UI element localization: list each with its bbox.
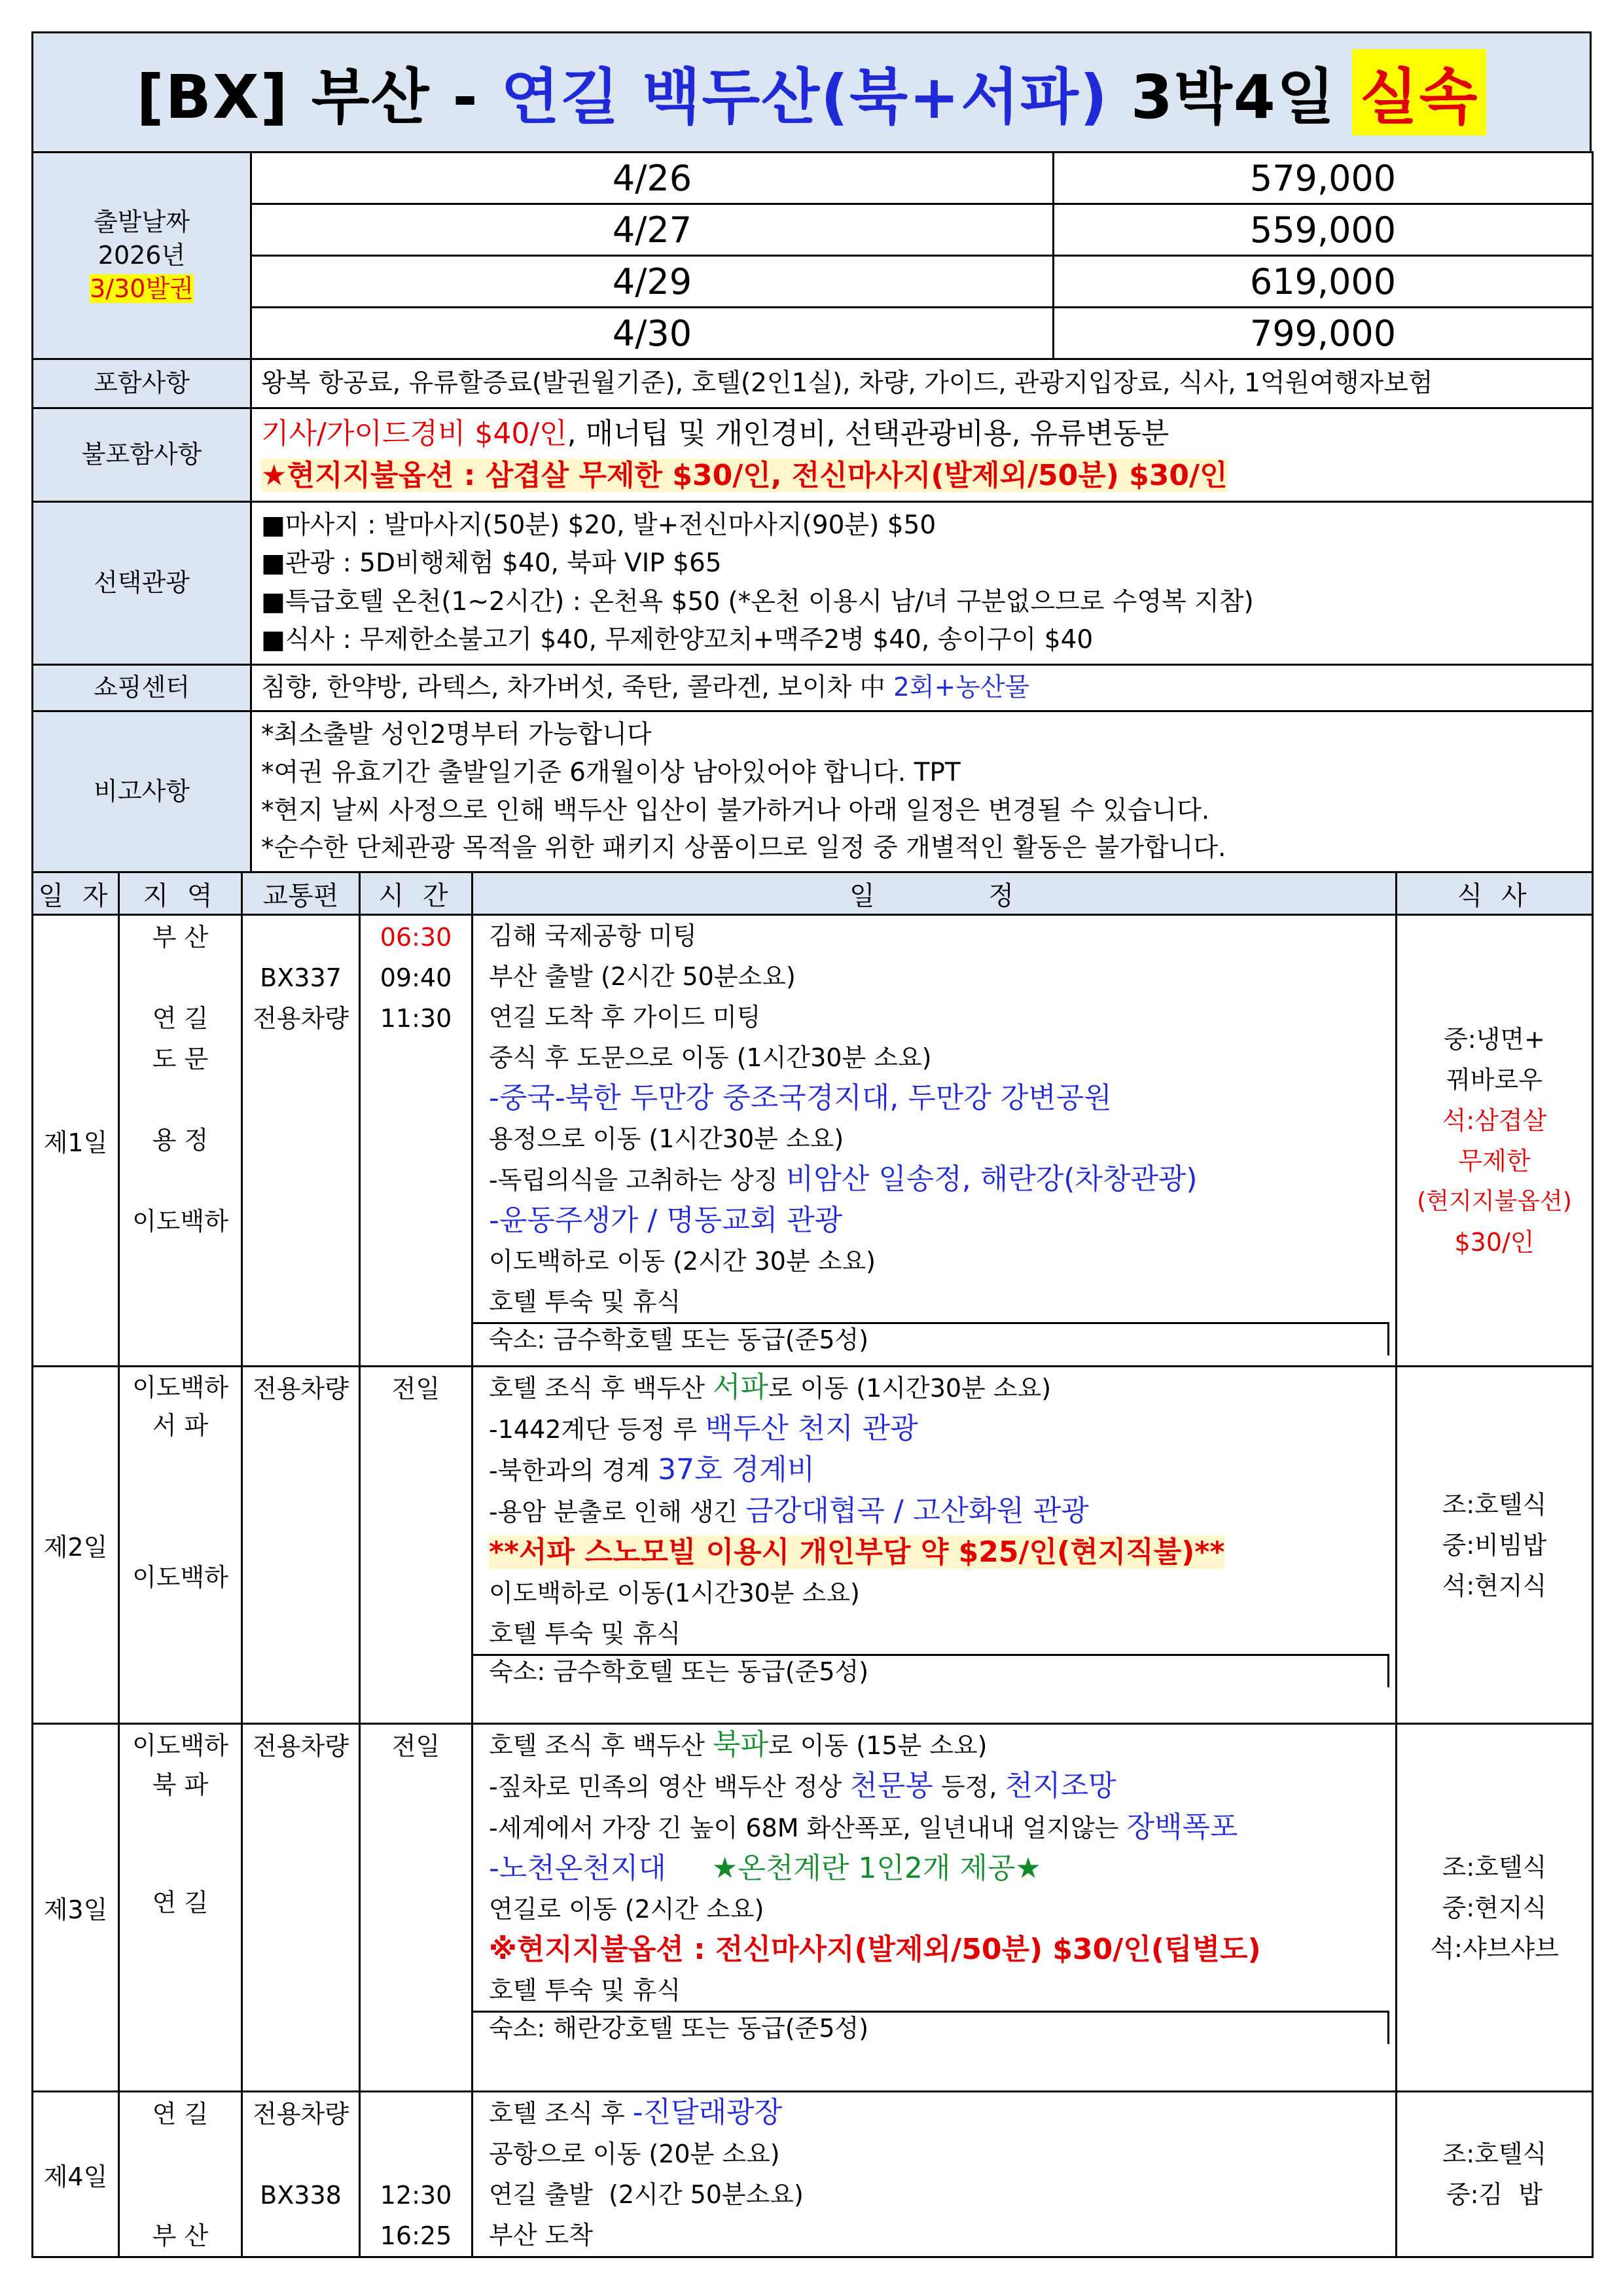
region: 부 산 (152, 923, 209, 952)
day-times (360, 1367, 473, 1724)
meal: $30/인 (1454, 1227, 1535, 1257)
day-row (33, 915, 1593, 1367)
remark-item: *순수한 단체관광 목적을 위한 패키지 상품이므로 일정 중 개별적인 활동은 불가합니다. (261, 833, 1226, 863)
schedule-line: 부산 도착 (489, 2221, 593, 2250)
day-regions (119, 1367, 242, 1724)
flight-number: BX338 (260, 2181, 342, 2210)
day-label: 제4일 (33, 2092, 119, 2257)
remark-item: *여권 유효기간 출발일기준 6개월이상 남아있어야 합니다. TPT (261, 757, 961, 787)
schedule-line: 공항으로 이동 (20분 소요) (489, 2140, 780, 2169)
sight-highlight: 장백폭포 (1126, 1810, 1238, 1844)
region (120, 1079, 241, 1120)
departure-label-line1: 출발날짜 (94, 207, 190, 236)
optional-row (33, 501, 1593, 664)
region: 부 산 (152, 2221, 209, 2251)
meal: (현지지불옵션) (1417, 1187, 1572, 1215)
info-table (31, 151, 1594, 873)
meal: 석:삼겹살 (1442, 1105, 1547, 1135)
time: 전일 (391, 1732, 440, 1761)
hotel-info: 숙소: 금수학호텔 또는 동급(준5성) (473, 1322, 1389, 1355)
departure-row-2 (33, 204, 1593, 256)
meal: 석:현지식 (1442, 1571, 1547, 1600)
excluded-text (251, 408, 1593, 502)
schedule-line: 연길로 이동 (2시간 소요) (489, 1895, 764, 1924)
sight-highlight: 서파 (712, 1371, 768, 1405)
departure-price: 579,000 (1054, 152, 1593, 204)
sight-highlight: 백두산 천지 관광 (705, 1412, 918, 1446)
day-regions (119, 915, 242, 1367)
header-region: 지 역 (119, 872, 242, 915)
departure-date: 4/27 (251, 204, 1054, 256)
included-text (251, 359, 1593, 408)
shopping-row (33, 664, 1593, 711)
issue-date-badge: 3/30발권 (90, 274, 194, 304)
schedule-line: 호텔 투숙 및 휴식 (489, 1976, 681, 2005)
excluded-rest: , 매너팁 및 개인경비, 선택관광비용, 유류변동분 (567, 417, 1169, 450)
day-regions (119, 2092, 242, 2257)
optional-item: ■관광 : 5D비행체험 $40, 북파 VIP $65 (261, 548, 722, 579)
day-label: 제2일 (33, 1367, 119, 1724)
schedule-text: 호텔 조식 후 백두산 (489, 1731, 713, 1761)
remark-item: *현지 날씨 사정으로 인해 백두산 입산이 불가하거나 아래 일정은 변경될 수 있습니다. (261, 795, 1210, 825)
day-transport (242, 1724, 360, 2092)
day-row (33, 1724, 1593, 2092)
time: 12:30 (380, 2181, 452, 2210)
schedule-text: 로 이동 (1시간30분 소요) (768, 1374, 1052, 1403)
schedule-text: -독립의식을 고취하는 상징 (489, 1166, 786, 1195)
schedule-line: 연길 출발 (2시간 50분소요) (489, 2180, 804, 2210)
schedule-line: 연길 도착 후 가이드 미팅 (489, 1003, 761, 1032)
excluded-label: 불포함사항 (33, 408, 251, 502)
itinerary-table (31, 871, 1594, 2258)
remarks-row (33, 711, 1593, 872)
title-suffix: 3박4일 (1108, 62, 1336, 132)
remark-item: *최소출발 성인2명부터 가능합니다 (261, 720, 652, 750)
departure-date: 4/29 (251, 256, 1054, 308)
region (120, 1160, 241, 1201)
day-label: 제1일 (33, 915, 119, 1367)
meal: 조:호텔식 (1442, 1490, 1547, 1519)
shopping-label: 쇼핑센터 (33, 664, 251, 711)
schedule-text: 호텔 조식 후 백두산 (489, 1374, 713, 1403)
shopping-items: 침향, 한약방, 라텍스, 차가버섯, 죽탄, 콜라겐, 보이차 中 (261, 672, 894, 702)
schedule-text: -세계에서 가장 긴 높이 68M 화산폭포, 일년내내 얼지않는 (489, 1814, 1127, 1843)
departure-date: 4/26 (251, 152, 1054, 204)
transport (243, 917, 359, 958)
optional-label: 선택관광 (33, 501, 251, 664)
header-meal: 식 사 (1397, 872, 1593, 915)
departure-row-1 (33, 152, 1593, 204)
departure-price: 619,000 (1054, 256, 1593, 308)
header-transport: 교통편 (242, 872, 360, 915)
tour-sheet (31, 31, 1592, 2258)
included-label: 포함사항 (33, 359, 251, 408)
time: 16:25 (380, 2221, 452, 2251)
meal: 중:김 밥 (1446, 2180, 1543, 2210)
local-payment-option: ★현지지불옵션 : 삼겹살 무제한 $30/인, 전신마사지(발제외/50분) $30/인 (261, 458, 1228, 492)
departure-price: 559,000 (1054, 204, 1593, 256)
sight-highlight: -노천온천지대 (489, 1852, 666, 1886)
departure-row-3 (33, 256, 1593, 308)
title-prefix: [BX] 부산 - (136, 62, 501, 132)
shopping-text (251, 664, 1593, 711)
schedule-line: 김해 국제공항 미팅 (489, 922, 697, 951)
sight-highlight: 천문봉 (849, 1769, 933, 1803)
day-times (360, 1724, 473, 2092)
region: 연 길 (152, 1888, 209, 1918)
day-times (360, 2092, 473, 2257)
sight-highlight: 천지조망 (1005, 1769, 1116, 1803)
optional-item: ■식사 : 무제한소불고기 $40, 무제한양꼬치+맥주2병 $40, 송이구이 $40 (261, 625, 1094, 655)
included-line: 왕복 항공료, 유류할증료(발권월기준), 호텔(2인1실), 차량, 가이드, 관광지입장료, 식사, 1억원여행자보험 (261, 368, 1433, 398)
schedule-line: 부산 출발 (2시간 50분소요) (489, 962, 796, 992)
meal: 중:현지식 (1442, 1893, 1547, 1922)
transport: 전용차량 (253, 2100, 349, 2129)
sight-highlight: 금강대협곡 / 고산화원 관광 (745, 1494, 1089, 1528)
region: 용 정 (152, 1126, 209, 1155)
sight-highlight: 37호 경계비 (658, 1453, 815, 1487)
excluded-row (33, 408, 1593, 502)
page-title (31, 31, 1592, 153)
departure-row-4 (33, 308, 1593, 359)
itinerary-header (33, 872, 1593, 915)
schedule-text: 호텔 조식 후 (489, 2099, 633, 2128)
sight-highlight: 북파 (712, 1728, 768, 1762)
time: 11:30 (380, 1004, 452, 1033)
day-row (33, 2092, 1593, 2257)
day-regions (119, 1724, 242, 2092)
departure-label (33, 152, 251, 359)
region: 도 문 (152, 1045, 209, 1074)
region: 이도백하 (132, 1207, 228, 1236)
day-schedule (473, 915, 1397, 1367)
schedule-text: -북한과의 경계 (489, 1456, 658, 1486)
transport: 전용차량 (253, 1374, 349, 1404)
remarks-label: 비고사항 (33, 711, 251, 872)
day-meals (1397, 915, 1593, 1367)
schedule-line: -윤동주생가 / 명동교회 관광 (489, 1204, 843, 1238)
egg-gift-note: ★온천계란 1인2개 제공★ (711, 1852, 1041, 1886)
departure-price: 799,000 (1054, 308, 1593, 359)
day-meals (1397, 1367, 1593, 1724)
schedule-line: 중식 후 도문으로 이동 (1시간30분 소요) (489, 1043, 932, 1073)
region: 이도백하 (132, 1563, 228, 1592)
region: 서 파 (152, 1411, 209, 1441)
schedule-line: 이도백하로 이동 (2시간 30분 소요) (489, 1247, 876, 1276)
schedule-line: 호텔 투숙 및 휴식 (489, 1287, 681, 1317)
day-schedule (473, 1367, 1397, 1724)
hotel-info: 숙소: 금수학호텔 또는 동급(준5성) (473, 1654, 1389, 1687)
schedule-text: 등정, (933, 1772, 1005, 1802)
title-destination: 연길 백두산(북+서파) (501, 62, 1109, 132)
day-times (360, 915, 473, 1367)
schedule-line: 이도백하로 이동(1시간30분 소요) (489, 1579, 860, 1608)
day-row (33, 1367, 1593, 1724)
day-transport (242, 2092, 360, 2257)
day-schedule (473, 2092, 1397, 2257)
schedule-text: 로 이동 (15분 소요) (768, 1731, 988, 1761)
region: 연 길 (152, 2100, 209, 2129)
meal: 조:호텔식 (1442, 1852, 1547, 1882)
schedule-line: 호텔 투숙 및 휴식 (489, 1619, 681, 1649)
day-schedule (473, 1724, 1397, 2092)
schedule-text: -1442계단 등정 루 (489, 1415, 705, 1444)
day-meals (1397, 2092, 1593, 2257)
day-transport (242, 1367, 360, 1724)
schedule-text: -용암 분출로 인해 생긴 (489, 1498, 746, 1527)
region: 북 파 (152, 1770, 209, 1800)
region: 이도백하 (132, 1731, 228, 1761)
meal: 석:샤브샤브 (1430, 1933, 1559, 1963)
day-transport (242, 915, 360, 1367)
optional-list (251, 501, 1593, 664)
optional-item: ■마사지 : 발마사지(50분) $20, 발+전신마사지(90분) $50 (261, 510, 936, 540)
schedule-line: ※현지지불옵션 : 전신마사지(발제외/50분) $30/인(팁별도) (489, 1933, 1261, 1967)
day-meals (1397, 1724, 1593, 2092)
sight-highlight: 비암산 일송정, 해란강(차창관광) (785, 1162, 1198, 1196)
title-badge: 실속 (1352, 49, 1487, 135)
hotel-info: 숙소: 해란강호텔 또는 동급(준5성) (473, 2011, 1389, 2044)
schedule-text: -짚차로 민족의 영산 백두산 정상 (489, 1772, 850, 1802)
sight-highlight: -진달래광장 (632, 2096, 783, 2130)
meal: 꿔바로우 (1446, 1065, 1543, 1094)
departure-date: 4/30 (251, 308, 1054, 359)
transport: 전용차량 (253, 1732, 349, 1761)
header-schedule: 일 정 (473, 872, 1397, 915)
day-label: 제3일 (33, 1724, 119, 2092)
region: 연 길 (152, 1004, 209, 1033)
meal: 무제한 (1458, 1146, 1531, 1175)
meal: 조:호텔식 (1442, 2140, 1547, 2169)
guide-fee: 기사/가이드경비 $40/인 (261, 417, 567, 450)
header-time: 시 간 (360, 872, 473, 915)
time: 06:30 (380, 923, 452, 952)
flight-number: BX337 (260, 963, 342, 993)
meal: 중:냉면+ (1444, 1024, 1545, 1054)
region (120, 958, 241, 998)
schedule-line: 용정으로 이동 (1시간30분 소요) (489, 1124, 844, 1154)
snowmobile-note: **서파 스노모빌 이용시 개인부담 약 $25/인(현지직불)** (489, 1535, 1225, 1570)
time: 전일 (391, 1374, 440, 1404)
schedule-line: -중국-북한 두만강 중조국경지대, 두만강 강변공원 (489, 1081, 1112, 1115)
transport: 전용차량 (253, 1004, 349, 1033)
time: 09:40 (380, 963, 452, 993)
header-day: 일 자 (33, 872, 119, 915)
departure-label-line2: 2026년 (98, 240, 186, 270)
included-row (33, 359, 1593, 408)
shopping-count: 2회+농산물 (893, 672, 1030, 702)
optional-item: ■특급호텔 온천(1~2시간) : 온천욕 $50 (*온천 이용시 남/녀 구분없으므로 수영복 지참) (261, 586, 1254, 617)
meal: 중:비빔밥 (1442, 1530, 1547, 1560)
remarks-list (251, 711, 1593, 872)
region: 이도백하 (132, 1373, 228, 1403)
